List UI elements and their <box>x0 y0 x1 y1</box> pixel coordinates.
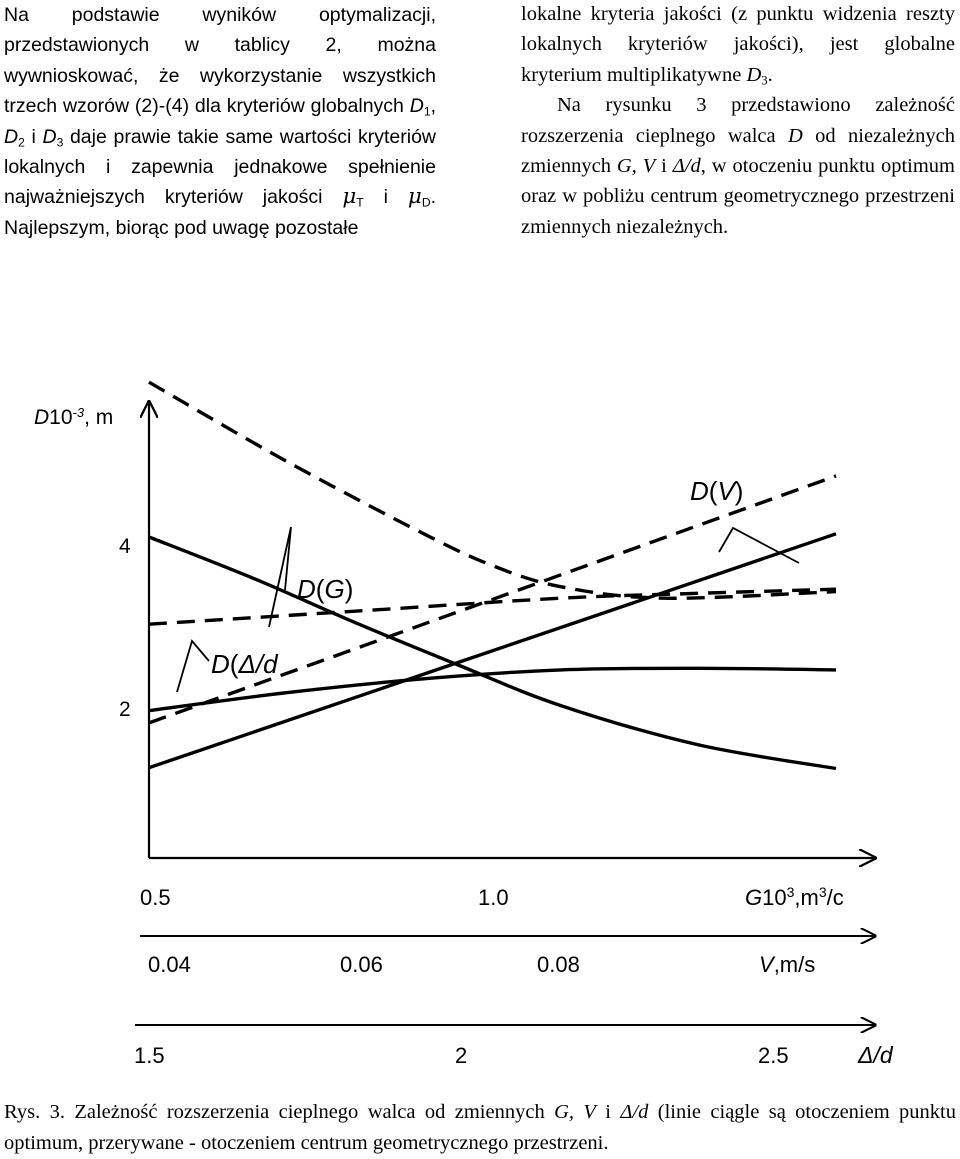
text-run: od niezależnych zmiennych <box>521 124 955 178</box>
paragraph <box>521 0 955 90</box>
y-axis-label <box>34 405 113 430</box>
x-axis-label-v <box>759 952 815 977</box>
text-run: i <box>363 186 408 209</box>
g-unit-exp: 3 <box>818 884 827 900</box>
text-part: 0.5 <box>140 885 171 910</box>
symbol-delta: Δ/d <box>620 1101 649 1123</box>
text-run: Rys. 3. Zależność rozszerzenia cieplnego walca od zmiennych <box>4 1101 555 1123</box>
g-base: 10 <box>762 885 787 910</box>
text-part: 0.08 <box>537 952 580 977</box>
series-group <box>149 382 836 768</box>
text-run: Na rysunku 3 przedstawiono zależność rozszerzenia cieplnego walca <box>521 94 955 147</box>
symbol-vars: G, V <box>616 155 656 178</box>
curve-label-dv <box>690 476 743 506</box>
text-part: V <box>717 476 735 506</box>
text-part: 0.06 <box>340 952 383 977</box>
x-axis-label-g <box>745 884 844 910</box>
symbol-d: D <box>787 124 803 147</box>
figure-3-chart <box>0 380 960 1100</box>
text-run: (linie ciągle są otoczeniem punktu optimum, przerywane - otoczeniem centrum geometrycznego przestrzeni. <box>4 1101 956 1154</box>
text-part: 2.5 <box>758 1043 789 1068</box>
y-tick-label <box>119 698 131 721</box>
paragraph <box>4 0 436 243</box>
text-run: , w otoczeniu punktu optimum oraz w pobliżu centrum geometrycznego przestrzeni zmiennych niezależnych. <box>521 155 955 238</box>
v-var: V <box>759 952 774 977</box>
caption-text <box>4 1097 956 1158</box>
text-part: D <box>297 574 316 604</box>
text-part: Δ/d <box>238 649 278 679</box>
g-exp: 3 <box>786 884 795 900</box>
text-part: 2 <box>455 1043 468 1068</box>
g-var: G <box>745 885 763 910</box>
text-part: 1.0 <box>478 885 509 910</box>
x-tick-label-delta <box>134 1043 165 1068</box>
x-tick-label-v <box>340 952 383 977</box>
text-part: ) <box>734 476 744 506</box>
symbol-mu-t: μ <box>342 184 357 210</box>
text-part: ( <box>708 476 718 506</box>
text-part: G <box>324 574 345 604</box>
x-axis-label-delta <box>857 1042 894 1068</box>
symbol-delta: Δ/d <box>672 155 701 178</box>
subscript: 3 <box>56 135 64 149</box>
subscript: 3 <box>761 73 768 88</box>
symbol-d1: D <box>409 95 424 118</box>
y-label-unit: , m <box>84 406 114 429</box>
text-run: i <box>655 155 673 178</box>
symbol-d2: D <box>4 125 19 148</box>
y-label-base: 10 <box>49 406 73 429</box>
text-run: , <box>430 95 436 118</box>
symbol-vars: G, V <box>554 1101 596 1123</box>
x-tick-label-v <box>537 952 580 977</box>
curve-label-dg <box>297 574 353 604</box>
text-part: 1.5 <box>134 1043 165 1068</box>
text-part: 2 <box>119 698 131 721</box>
text-part: ( <box>229 649 239 679</box>
symbol-mu-d: μ <box>407 184 422 210</box>
left-column-text <box>4 0 436 243</box>
text-part: 0.04 <box>148 952 191 977</box>
text-run: daje prawie takie same wartości kryteriów lokalnych i zapewnia jednakowe spełnienie najważniejszych kryteriów jakości <box>4 125 437 209</box>
x-tick-label-g <box>140 885 171 910</box>
symbol-d3: D <box>42 125 57 148</box>
subscript: D <box>421 195 431 210</box>
text-run: lokalne kryteria jakości (z punktu widzenia reszty lokalnych kryteriów jakości), jest globalne kryterium multiplikatywne <box>521 3 955 86</box>
text-run: . Najlepszym, biorąc pod uwagę pozostałe <box>4 186 436 239</box>
y-label-exp: -3 <box>72 404 85 420</box>
y-tick-label <box>119 535 131 558</box>
g-tail: /c <box>826 885 844 910</box>
text-part: ( <box>315 574 325 604</box>
right-column-text <box>521 0 955 242</box>
leader-line-dd <box>177 641 209 692</box>
y-label-var: D <box>34 406 50 429</box>
x-tick-label-delta <box>758 1043 789 1068</box>
g-unit: ,m <box>794 885 819 910</box>
x-tick-label-v <box>148 952 191 977</box>
subscript: 2 <box>18 135 25 149</box>
text-part: D <box>690 476 709 506</box>
chart-svg <box>0 380 960 1100</box>
text-run: i <box>595 1101 621 1123</box>
leader-line-dg <box>269 527 291 627</box>
delta-var: Δ/d <box>858 1042 893 1068</box>
text-part: ) <box>344 574 354 604</box>
series-line-delta_center <box>149 589 836 624</box>
text-run: . <box>767 63 773 86</box>
text-run: Na podstawie wyników optymalizacji, przedstawionych w tablicy 2, można wywnioskować, że wykorzystanie wszystkich trzech wzorów (2)-(4) dla kryteriów globalnych <box>4 4 436 118</box>
text-run: i <box>24 125 43 148</box>
text-part: D <box>211 649 230 679</box>
series-line-V_center <box>149 476 836 723</box>
leader-line-dv <box>719 528 799 563</box>
x-tick-label-g <box>478 885 509 910</box>
curve-label-dd <box>211 649 279 679</box>
x-tick-label-delta <box>455 1043 467 1068</box>
figure-caption <box>4 1097 956 1158</box>
paragraph <box>521 90 955 242</box>
text-part: 4 <box>119 535 131 558</box>
subscript: 1 <box>423 104 431 119</box>
symbol-d3: D <box>746 63 762 86</box>
subscript: T <box>356 195 364 210</box>
v-unit: ,m/s <box>773 952 816 977</box>
